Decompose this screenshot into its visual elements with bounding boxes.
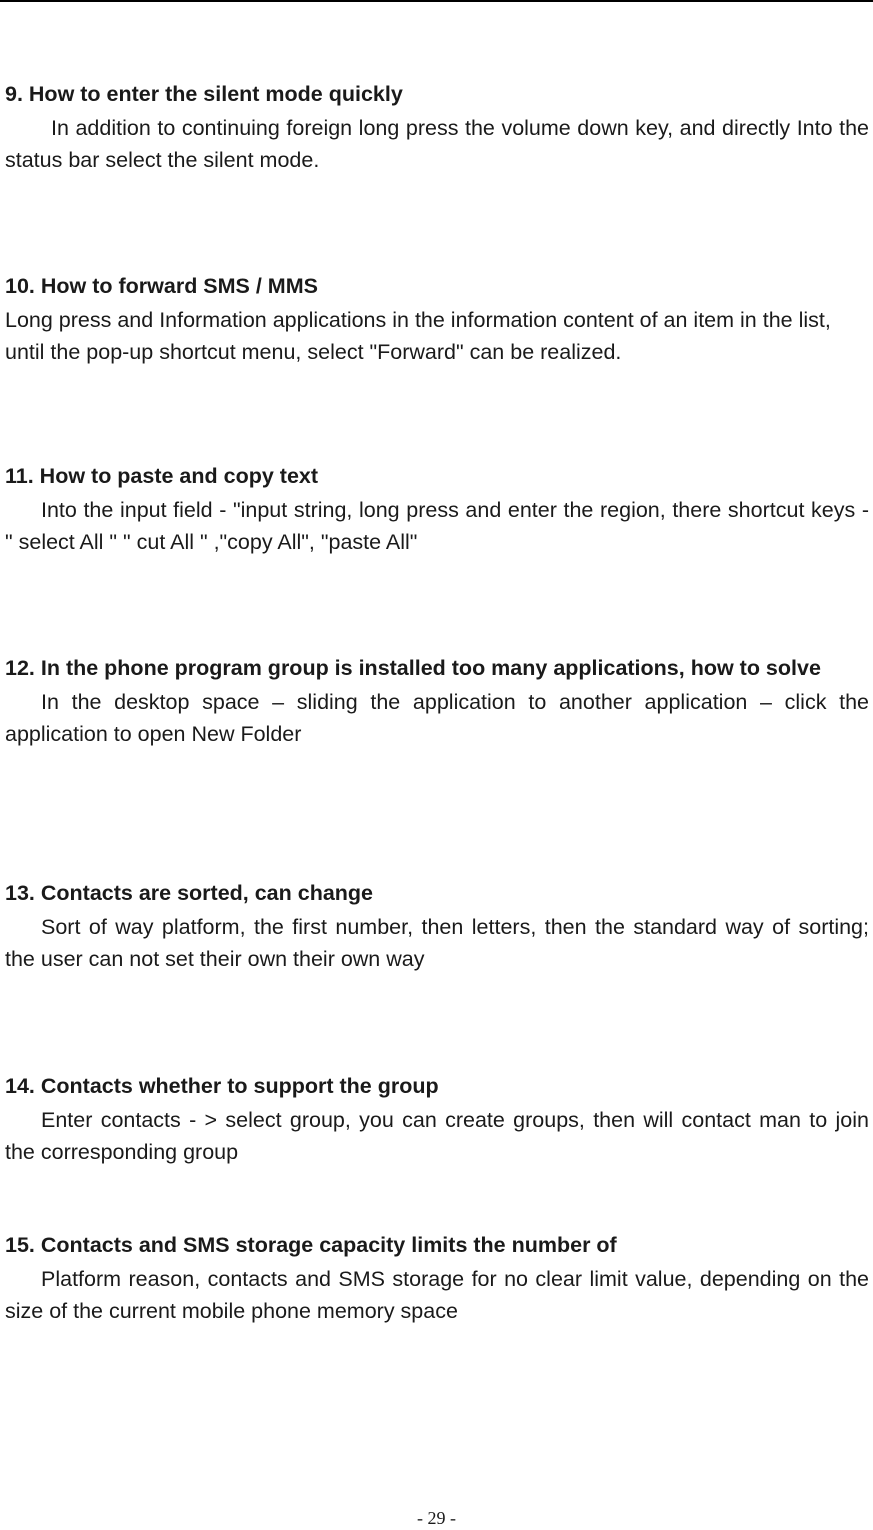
top-rule <box>0 0 873 2</box>
faq-section-11 <box>5 460 869 558</box>
section-body: In the desktop space – sliding the application to another application – click the application to open New Folder <box>5 690 869 746</box>
section-heading: 10. How to forward SMS / MMS <box>5 274 318 298</box>
section-heading: 15. Contacts and SMS storage capacity limits the number of <box>5 1233 617 1257</box>
section-body: Enter contacts - > select group, you can create groups, then will contact man to join the corresponding group <box>5 1108 869 1164</box>
section-body: Long press and Information applications in the information content of an item in the list, until the pop-up shortcut menu, select "Forward" can be realized. <box>5 308 831 364</box>
section-body: In addition to continuing foreign long press the volume down key, and directly Into the status bar select the silent mode. <box>5 116 869 172</box>
section-body: Sort of way platform, the first number, then letters, then the standard way of sorting; the user can not set their own their own way <box>5 915 869 971</box>
section-heading: 12. In the phone program group is installed too many applications, how to solve <box>5 656 821 680</box>
faq-section-14 <box>5 1070 869 1168</box>
faq-section-12 <box>5 652 869 750</box>
faq-section-15 <box>5 1229 869 1327</box>
section-heading: 14. Contacts whether to support the group <box>5 1074 439 1098</box>
section-heading: 13. Contacts are sorted, can change <box>5 881 374 905</box>
page-number: - 29 - <box>417 1508 456 1528</box>
faq-section-13 <box>5 877 869 975</box>
section-body: Into the input field - "input string, long press and enter the region, there shortcut keys - " select All " " cut All " ,"copy All", "paste All" <box>5 498 869 554</box>
section-body: Platform reason, contacts and SMS storage for no clear limit value, depending on the size of the current mobile phone memory space <box>5 1267 869 1323</box>
faq-section-9 <box>5 78 869 176</box>
section-heading: 9. How to enter the silent mode quickly <box>5 82 403 106</box>
faq-section-10 <box>5 270 869 368</box>
section-heading: 11. How to paste and copy text <box>5 464 319 488</box>
